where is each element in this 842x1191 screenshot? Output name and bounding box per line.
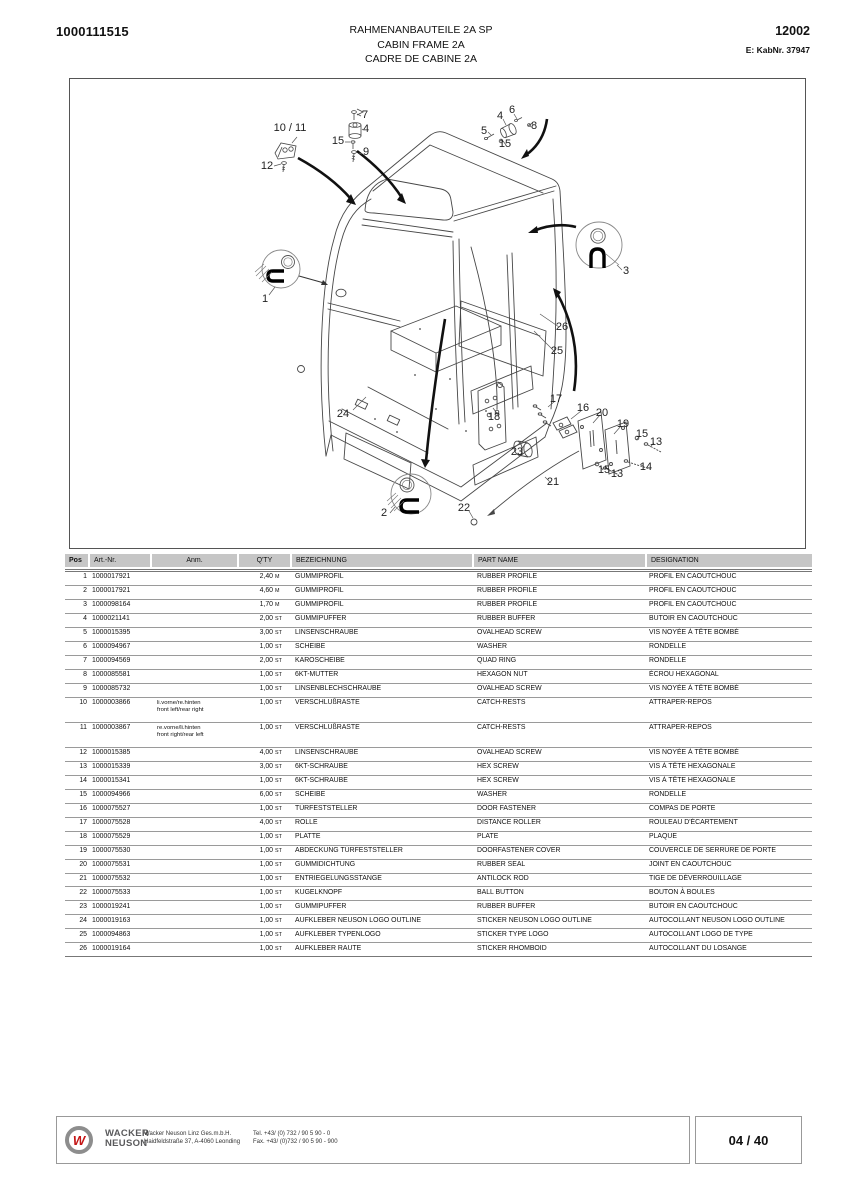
buffer-screw-icons-right (484, 118, 532, 143)
cell-anm (151, 747, 238, 761)
cell-art-nr: 1000019163 (89, 915, 151, 929)
diagram-callout: 23 (510, 446, 524, 458)
table-row (65, 831, 812, 845)
cell-qty: 1,00 ST (238, 697, 291, 722)
diagram-callout: 12 (260, 160, 274, 172)
cell-qty: 2,00 ST (238, 613, 291, 627)
cell-pos: 18 (65, 831, 89, 845)
cell-anm (151, 641, 238, 655)
diagram-callout: 17 (549, 393, 563, 405)
cell-bezeichnung: GUMMIPUFFER (291, 901, 473, 915)
diagram-callout: 15 (635, 428, 649, 440)
diagram-callout: 16 (576, 402, 590, 414)
table-header-row (65, 554, 812, 567)
cell-qty: 1,00 ST (238, 831, 291, 845)
cell-anm (151, 585, 238, 599)
cell-bezeichnung: 6KT-MUTTER (291, 669, 473, 683)
cell-art-nr: 1000098164 (89, 599, 151, 613)
cell-pos: 13 (65, 761, 89, 775)
cell-part-name: PLATE (473, 831, 646, 845)
table-row (65, 655, 812, 669)
cell-bezeichnung: KUGELKNOPF (291, 887, 473, 901)
cell-qty: 2,00 ST (238, 655, 291, 669)
table-row (65, 722, 812, 747)
cell-bezeichnung: VERSCHLUßRASTE (291, 697, 473, 722)
table-row (65, 761, 812, 775)
cell-pos: 8 (65, 669, 89, 683)
cell-designation: RONDELLE (646, 655, 812, 669)
contact-numbers (253, 1130, 338, 1146)
fax-number: Fax. +43/ (0)732 / 90 5 90 - 900 (253, 1139, 338, 1145)
cell-part-name: OVALHEAD SCREW (473, 683, 646, 697)
col-header-bez: BEZEICHNUNG (291, 554, 473, 567)
cell-designation: ATTRAPER-REPOS (646, 722, 812, 747)
cell-pos: 4 (65, 613, 89, 627)
document-number: 1000111515 (56, 24, 129, 39)
diagram-callout: 21 (546, 476, 560, 488)
col-header-part: PART NAME (473, 554, 646, 567)
cell-part-name: HEXAGON NUT (473, 669, 646, 683)
cell-art-nr: 1000094966 (89, 789, 151, 803)
table-row (65, 627, 812, 641)
cell-qty: 6,00 ST (238, 789, 291, 803)
diagram-callout: 15 (597, 464, 611, 476)
detail-circle-1 (255, 250, 328, 288)
cell-anm (151, 887, 238, 901)
footer-company-box (56, 1116, 690, 1164)
cell-qty: 1,00 ST (238, 803, 291, 817)
cell-bezeichnung: GUMMIPROFIL (291, 585, 473, 599)
table-row (65, 747, 812, 761)
cell-pos: 1 (83, 573, 87, 581)
cell-part-name: QUAD RING (473, 655, 646, 669)
page-title (281, 23, 561, 67)
table-row (65, 585, 812, 599)
cell-art-nr: 1000075531 (89, 859, 151, 873)
group-code: 12002 (775, 24, 810, 38)
cell-bezeichnung: SCHEIBE (291, 641, 473, 655)
cell-anm (151, 775, 238, 789)
cell-qty: 2,40 M (259, 573, 280, 581)
wacker-neuson-logo-icon (65, 1126, 93, 1154)
cell-designation: VIS NOYÉE À TÊTE BOMBÉ (646, 627, 812, 641)
cell-art-nr: 1000017921 (89, 585, 151, 599)
cell-part-name: ANTILOCK ROD (473, 873, 646, 887)
cell-bezeichnung: GUMMIPROFIL (291, 599, 473, 613)
cell-anm (151, 683, 238, 697)
cell-bezeichnung: ROLLE (291, 817, 473, 831)
cell-bezeichnung: 6KT-SCHRAUBE (291, 775, 473, 789)
brand-line2: NEUSON (105, 1137, 148, 1149)
cell-designation: ATTRAPER-REPOS (646, 697, 812, 722)
cell-qty: 1,00 ST (238, 929, 291, 943)
table-row (65, 943, 812, 957)
cell-designation: PROFIL EN CAOUTCHOUC (646, 599, 812, 613)
cell-art-nr: 1000019164 (89, 943, 151, 957)
phone-number: Tel. +43/ (0) 732 / 90 5 90 - 0 (253, 1131, 331, 1137)
table-row (65, 669, 812, 683)
cell-part-name: DOORFASTENER COVER (473, 845, 646, 859)
cell-part-name: HEX SCREW (473, 775, 646, 789)
table-row (65, 697, 812, 722)
cell-pos: 11 (65, 722, 89, 747)
parts-table-body (65, 567, 812, 957)
cell-art-nr: 1000085732 (89, 683, 151, 697)
cell-bezeichnung: PLATTE (291, 831, 473, 845)
cell-art-nr: 1000075532 (89, 873, 151, 887)
parts-table (65, 554, 812, 957)
cell-designation: RONDELLE (646, 641, 812, 655)
cell-qty: 1,00 ST (238, 845, 291, 859)
cell-pos: 12 (65, 747, 89, 761)
catch-rest-icon (275, 143, 296, 159)
table-row (65, 613, 812, 627)
cell-anm (151, 901, 238, 915)
cell-qty: 1,00 ST (238, 943, 291, 957)
cell-pos: 23 (65, 901, 89, 915)
cell-anm (151, 915, 238, 929)
cell-designation: PROFIL EN CAOUTCHOUC (646, 585, 812, 599)
cell-art-nr: 1000075530 (89, 845, 151, 859)
cell-bezeichnung: AUFKLEBER NEUSON LOGO OUTLINE (291, 915, 473, 929)
diagram-callout: 22 (457, 502, 471, 514)
detail-circle-2 (387, 474, 431, 514)
door-fastener-assembly (478, 382, 661, 475)
cell-qty: 1,00 ST (238, 669, 291, 683)
cell-bezeichnung: AUFKLEBER TYPENLOGO (291, 929, 473, 943)
cell-qty: 4,00 ST (238, 747, 291, 761)
cell-designation: AUTOCOLLANT NEUSON LOGO OUTLINE (646, 915, 812, 929)
cell-art-nr: 1000015339 (89, 761, 151, 775)
cell-pos: 3 (65, 599, 89, 613)
cell-anm (151, 943, 238, 957)
diagram-callout: 7 (361, 109, 369, 121)
cell-part-name: RUBBER PROFILE (477, 573, 538, 581)
cell-designation: TIGE DE DÉVERROUILLAGE (646, 873, 812, 887)
cell-anm (151, 599, 238, 613)
table-row (65, 845, 812, 859)
table-row (65, 859, 812, 873)
cell-anm (151, 929, 238, 943)
cell-anm (151, 669, 238, 683)
logo-letter: W (72, 1132, 86, 1148)
diagram-callout: 19 (616, 418, 630, 430)
cell-bezeichnung: 6KT-SCHRAUBE (291, 761, 473, 775)
parts-table-section (65, 554, 812, 957)
cell-anm (151, 627, 238, 641)
cell-part-name: HEX SCREW (473, 761, 646, 775)
col-header-pos: Pos (65, 554, 89, 567)
cell-part-name: RUBBER PROFILE (473, 585, 646, 599)
table-row (65, 873, 812, 887)
cabin-number: E: KabNr. 37947 (745, 45, 810, 55)
cell-art-nr: 1000019241 (89, 901, 151, 915)
cell-bezeichnung: LINSENSCHRAUBE (291, 627, 473, 641)
diagram-callout: 15 (498, 138, 512, 150)
cell-part-name: CATCH-RESTS (473, 722, 646, 747)
cell-art-nr: 1000094569 (89, 655, 151, 669)
exploded-view-diagram (69, 78, 806, 549)
cell-designation: BUTOIR EN CAOUTCHOUC (646, 901, 812, 915)
cell-qty: 1,00 ST (238, 641, 291, 655)
cell-designation: JOINT EN CAOUTCHOUC (646, 859, 812, 873)
diagram-callout: 13 (610, 468, 624, 480)
diagram-callout: 18 (487, 411, 501, 423)
cell-pos: 6 (65, 641, 89, 655)
cell-bezeichnung: ENTRIEGELUNGSSTANGE (291, 873, 473, 887)
cabin-frame-drawing (70, 79, 805, 548)
cell-part-name: OVALHEAD SCREW (473, 627, 646, 641)
col-header-qty: Q'TY (238, 554, 291, 567)
diagram-callout: 20 (595, 407, 609, 419)
cell-designation: VIS À TÊTE HEXAGONALE (646, 761, 812, 775)
cell-anm (151, 831, 238, 845)
cell-art-nr: 1000075528 (89, 817, 151, 831)
table-row (65, 803, 812, 817)
cell-qty: 1,00 ST (238, 901, 291, 915)
table-row (65, 817, 812, 831)
cell-anm: li.vorne/re.hinten front left/rear right (151, 697, 238, 722)
table-row (65, 683, 812, 697)
brand-line1: WACKER (105, 1128, 150, 1139)
cell-qty: 3,00 ST (238, 761, 291, 775)
cell-bezeichnung: TÜRFESTSTELLER (291, 803, 473, 817)
indicator-arrows (298, 119, 576, 461)
cell-designation: PLAQUE (646, 831, 812, 845)
table-row (65, 641, 812, 655)
cell-part-name: RUBBER SEAL (473, 859, 646, 873)
cell-anm: re.vorne/li.hinten front right/rear left (151, 722, 238, 747)
cell-bezeichnung: GUMMIPROFIL (295, 573, 344, 581)
table-row (65, 571, 812, 586)
cell-qty: 1,00 ST (238, 722, 291, 747)
company-name: Wacker Neuson Linz Ges.m.b.H. (144, 1131, 232, 1137)
diagram-callout: 6 (508, 104, 516, 116)
cell-part-name: RUBBER BUFFER (473, 613, 646, 627)
cell-anm (151, 873, 238, 887)
cell-art-nr: 1000003867 (89, 722, 151, 747)
cell-designation: PROFIL EN CAOUTCHOUC (649, 573, 737, 581)
table-row (65, 929, 812, 943)
cell-designation: VIS NOYÉE À TÊTE BOMBÉ (646, 747, 812, 761)
cell-designation: AUTOCOLLANT LOGO DE TYPE (646, 929, 812, 943)
cell-pos: 15 (65, 789, 89, 803)
antilock-rod (471, 451, 579, 525)
cell-part-name: DISTANCE ROLLER (473, 817, 646, 831)
cell-pos: 20 (65, 859, 89, 873)
diagram-callout: 4 (362, 123, 370, 135)
cell-pos: 2 (65, 585, 89, 599)
cell-part-name: BALL BUTTON (473, 887, 646, 901)
cell-bezeichnung: LINSENBLECHSCHRAUBE (291, 683, 473, 697)
diagram-callout: 25 (550, 345, 564, 357)
diagram-callout: 2 (380, 507, 388, 519)
col-header-anm: Anm. (151, 554, 238, 567)
cell-part-name: WASHER (473, 641, 646, 655)
cell-art-nr: 1000003866 (89, 697, 151, 722)
diagram-callout: 4 (496, 110, 504, 122)
title-english: CABIN FRAME 2A (377, 38, 465, 51)
cell-art-nr: 1000017921 (92, 573, 131, 581)
cell-art-nr: 1000075527 (89, 803, 151, 817)
cell-designation: BUTOIR EN CAOUTCHOUC (646, 613, 812, 627)
cell-designation: COUVERCLE DE SERRURE DE PORTE (646, 845, 812, 859)
col-header-art: Art.-Nr. (89, 554, 151, 567)
cell-part-name: WASHER (473, 789, 646, 803)
cell-qty: 1,70 M (238, 599, 291, 613)
cell-designation: ROULEAU D'ÉCARTEMENT (646, 817, 812, 831)
cell-qty: 1,00 ST (238, 859, 291, 873)
brand-name (105, 1129, 149, 1148)
cell-art-nr: 1000015395 (89, 627, 151, 641)
cell-bezeichnung: SCHEIBE (291, 789, 473, 803)
cell-anm (151, 655, 238, 669)
cell-art-nr: 1000015385 (89, 747, 151, 761)
title-french: CADRE DE CABINE 2A (364, 53, 478, 65)
cell-bezeichnung: VERSCHLUßRASTE (291, 722, 473, 747)
cell-anm (151, 845, 238, 859)
cell-qty: 1,00 ST (238, 915, 291, 929)
cell-part-name: RUBBER PROFILE (473, 599, 646, 613)
table-row (65, 901, 812, 915)
diagram-callout: 26 (555, 321, 569, 333)
cell-pos: 24 (65, 915, 89, 929)
cell-pos: 9 (65, 683, 89, 697)
table-row (65, 775, 812, 789)
cell-art-nr: 1000015341 (89, 775, 151, 789)
cell-anm (151, 761, 238, 775)
cell-pos: 26 (65, 943, 89, 957)
cell-pos: 19 (65, 845, 89, 859)
cell-pos: 17 (65, 817, 89, 831)
cell-designation: RONDELLE (646, 789, 812, 803)
cell-anm (151, 817, 238, 831)
diagram-callout: 10 / 11 (273, 122, 307, 134)
cell-qty: 3,00 ST (238, 627, 291, 641)
cell-anm (151, 803, 238, 817)
cell-art-nr: 1000075529 (89, 831, 151, 845)
cell-pos: 7 (65, 655, 89, 669)
cell-bezeichnung: ABDECKUNG TÜRFESTSTELLER (291, 845, 473, 859)
cell-qty: 1,00 ST (238, 683, 291, 697)
cell-designation: VIS À TÊTE HEXAGONALE (646, 775, 812, 789)
cell-pos: 10 (65, 697, 89, 722)
cell-bezeichnung: AUFKLEBER RAUTE (291, 943, 473, 957)
cell-part-name: DOOR FASTENER (473, 803, 646, 817)
leader-lines (269, 114, 654, 518)
cell-qty: 1,00 ST (238, 873, 291, 887)
cell-qty: 4,00 ST (238, 817, 291, 831)
cell-bezeichnung: KAROSCHEIBE (291, 655, 473, 669)
diagram-callout: 8 (530, 120, 538, 132)
page-number-box (695, 1116, 802, 1164)
cell-designation: ÉCROU HEXAGONAL (646, 669, 812, 683)
cell-designation: BOUTON À BOULES (646, 887, 812, 901)
page-number: 04 / 40 (728, 1132, 769, 1148)
cell-pos: 16 (65, 803, 89, 817)
cell-art-nr: 1000094863 (89, 929, 151, 943)
cell-bezeichnung: GUMMIDICHTUNG (291, 859, 473, 873)
cell-anm (151, 571, 238, 586)
code-block (746, 24, 810, 55)
cell-part-name: STICKER RHOMBOID (473, 943, 646, 957)
cell-designation: VIS NOYÉE À TÊTE BOMBÉ (646, 683, 812, 697)
cell-designation: COMPAS DE PORTE (646, 803, 812, 817)
table-row (65, 599, 812, 613)
cell-art-nr: 1000075533 (89, 887, 151, 901)
diagram-callout: 9 (362, 146, 370, 158)
cell-designation: AUTOCOLLANT DU LOSANGE (646, 943, 812, 957)
table-row (65, 887, 812, 901)
title-german: RAHMENANBAUTEILE 2A SP (349, 24, 493, 36)
cell-pos: 25 (65, 929, 89, 943)
cell-pos: 22 (65, 887, 89, 901)
cell-qty: 1,00 ST (238, 887, 291, 901)
cell-part-name: STICKER TYPE LOGO (473, 929, 646, 943)
cell-anm (151, 859, 238, 873)
diagram-callout: 3 (622, 265, 630, 277)
cell-art-nr: 1000094967 (89, 641, 151, 655)
cell-part-name: RUBBER BUFFER (473, 901, 646, 915)
cell-anm (151, 789, 238, 803)
cell-art-nr: 1000085581 (89, 669, 151, 683)
cell-part-name: OVALHEAD SCREW (473, 747, 646, 761)
cell-part-name: CATCH-RESTS (473, 697, 646, 722)
cell-anm (151, 613, 238, 627)
diagram-callout: 14 (639, 461, 653, 473)
cell-part-name: STICKER NEUSON LOGO OUTLINE (473, 915, 646, 929)
diagram-callout: 5 (480, 125, 488, 137)
table-row (65, 915, 812, 929)
table-row (65, 789, 812, 803)
cell-art-nr: 1000021141 (89, 613, 151, 627)
diagram-callout: 13 (649, 436, 663, 448)
company-address (144, 1130, 240, 1146)
cell-bezeichnung: LINSENSCHRAUBE (291, 747, 473, 761)
detail-circle-3 (576, 222, 622, 268)
company-street: Haidfeldstraße 37, A-4060 Leonding (144, 1139, 241, 1145)
col-header-desig: DESIGNATION (646, 554, 812, 567)
cell-bezeichnung: GUMMIPUFFER (291, 613, 473, 627)
cell-pos: 5 (65, 627, 89, 641)
diagram-callout: 1 (261, 293, 269, 305)
cell-qty: 1,00 ST (238, 775, 291, 789)
diagram-callout: 24 (336, 408, 350, 420)
diagram-callout: 15 (331, 135, 345, 147)
cell-pos: 21 (65, 873, 89, 887)
cell-pos: 14 (65, 775, 89, 789)
cell-qty: 4,60 M (238, 585, 291, 599)
